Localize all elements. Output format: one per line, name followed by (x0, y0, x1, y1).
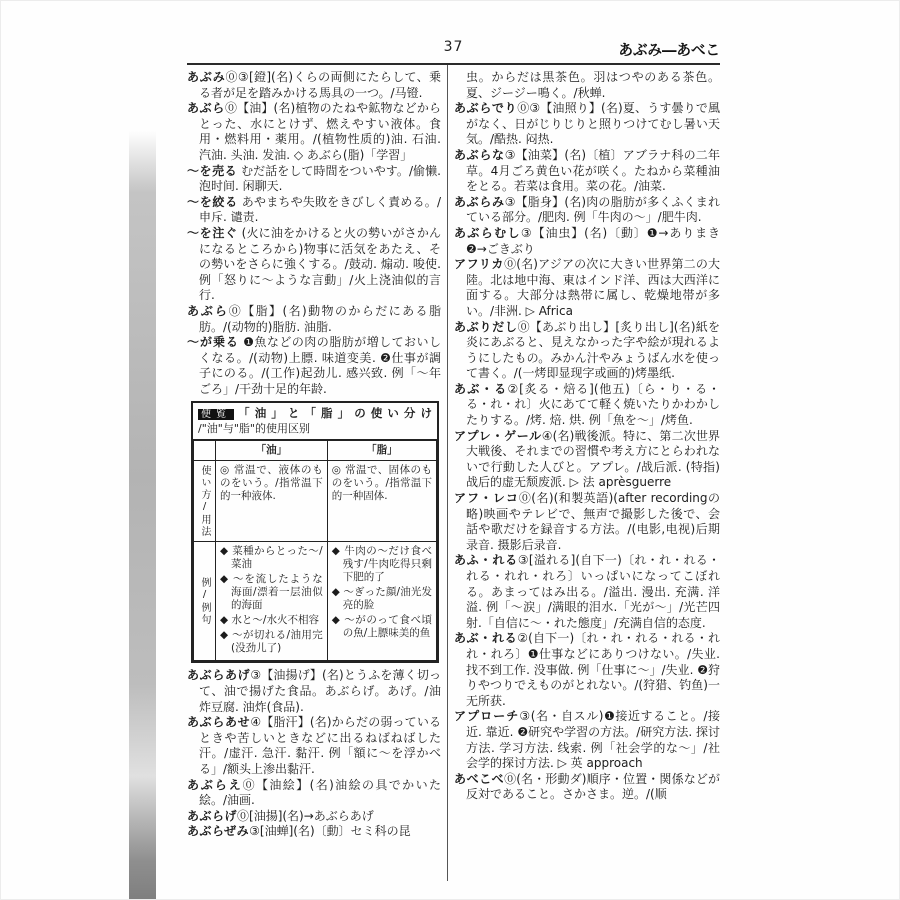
example-item: ◆ 水と〜/水火不相容 (220, 614, 319, 627)
entry-aburaase (187, 715, 441, 777)
entry-body: ⓪③[鐙](名)くらの両側にたらして、乗る者が足を踏みかける馬具の一つ。/马镫. (199, 70, 441, 100)
entry-body: ④【脂汗】(名)からだの弱っているときや苦しいときなどに出るねばねばした汗。/虚汗. 急汗. 黏汗. 例「額に〜を浮かべる」/额头上渗出黏汗. (199, 715, 441, 777)
entry-aburazemi-continuation: 虫。からだは黒茶色。羽はつやのある茶色。夏、ジージー鳴く。/秋蝉. (466, 70, 720, 100)
headword: あぶらでり (454, 101, 518, 116)
subentry-abura-wo-uru (187, 164, 441, 195)
entry-body: ❶魚などの肉の脂肪が増しておいしくなる。/(动物)上膘. 味道变美. ❷仕事が調子にのる。/(工作)起劲儿. 感兴致. 例「〜年ごろ」/干劲十足的年龄. (199, 335, 441, 396)
entry-body: ⓪【油絵】(名)油絵の具でかいた絵。/油画. (199, 777, 441, 808)
headword: 〜を絞る (187, 194, 238, 209)
entry-abumi (187, 70, 441, 101)
headword: あぶら (187, 303, 229, 318)
guide-word: あぶみ―あべこ (618, 43, 720, 59)
entry-body: ⓪(名・形動ダ)順序・位置・関係などが反対であること。さかさま。逆。/(顺 (466, 771, 720, 802)
headword: あぶ・る (454, 381, 508, 396)
column-header-oil: 「油」 (216, 441, 328, 461)
right-column (454, 70, 720, 803)
entry-abura-oil (187, 101, 441, 163)
corner-cell (194, 441, 216, 461)
usage-table-header-row (194, 441, 437, 461)
entry-aburamushi (454, 226, 720, 257)
entry-body: ③【油虫】(名)〔動〕❶→ありまき ❷→ごきぶり (466, 225, 720, 256)
entry-body: ⓪(名)(和製英語)(after recordingの略)映画やテレビで、無声で撮影した後で、会話や歌だけを録音する方法。/(电影,电视)后期录音. 摄影后录音. (466, 491, 720, 552)
subentry-abura-wo-sosogu (187, 226, 441, 304)
headword: あぶみ (187, 70, 226, 84)
entry-body: あやまちや失敗をきびしく責める。/申斥. 谴责. (199, 194, 441, 225)
headword: あぶらむし (454, 225, 521, 240)
headword: あぶらえ (187, 777, 243, 792)
entry-aburaderi (454, 101, 720, 148)
entry-body: ⓪[油揚](名)→あぶらあげ (237, 808, 374, 823)
example-item: ◆ 牛肉の〜だけ食べ残す/牛肉吃得只剩下肥的了 (331, 545, 432, 584)
left-column (187, 70, 441, 840)
entry-abura-fat (187, 304, 441, 335)
headword: あぶら (187, 101, 225, 116)
headword: 〜が乗る (187, 335, 239, 350)
headword: あぶらな (454, 147, 505, 162)
headword: アフ・レコ (454, 491, 519, 506)
headword: あぶりだし (454, 319, 518, 334)
entry-body: ③【脂身】(名)肉の脂肪が多くふくまれている部分。/肥肉. 例「牛肉の〜」/肥牛肉. (466, 194, 720, 225)
entry-abekobe (454, 772, 720, 803)
entry-body: むだ話をして時間をついやす。/偷懒. 泡时间. 闲聊天. (199, 163, 441, 194)
column-divider (447, 65, 448, 881)
row-label-example: 例/例句 (194, 542, 216, 661)
headword: アプレ・ゲール (454, 428, 542, 443)
example-fat-cell (327, 542, 436, 661)
usage-table (193, 440, 437, 661)
entry-body: ⓪【油】(名)植物のたねや鉱物などからとった、水にとけず、燃えやすい液体。食用・燃料用・薬用。/(植物性质的)油. 石油. 汽油. 头油. 发油. ◇ あぶら(脂)「学習」 (199, 101, 441, 162)
example-item: ◆ 菜種からとった〜/菜油 (220, 545, 323, 571)
page-header (187, 39, 720, 61)
example-item: ◆ 〜が切れる/油用完(没劲儿了) (220, 629, 323, 655)
entry-afureru (454, 553, 720, 631)
benran-label: 便覧 (198, 409, 234, 420)
entry-aburana (454, 148, 720, 195)
entry-body: ③【油揚げ】(名)とうふを薄く切って、油で揚げた食品。あぶらげ。あげ。/油炸豆腐. 油炸(食品). (199, 668, 441, 714)
entry-body: ⓪【脂】(名)動物のからだにある脂肪。/(动物的)脂肪. 油脂. (199, 303, 441, 334)
example-item: ◆ 〜ぎった顔/油光发亮的脸 (331, 586, 432, 612)
entry-aburae (187, 778, 441, 809)
headword: あぶらぜみ (187, 824, 250, 839)
headword: あぶらあげ (187, 668, 251, 683)
entry-body: ②(自下一)〔れ・れ・れる・れる・れれ・れろ〕❶仕事などにありつけない。/失业. 找不到工作. 没事做. 例「仕事に〜」/失业. ❷狩りやつりでえものがとれない。/(狩猎、钓鱼)一无所获. (466, 631, 720, 708)
book-edge-shadow (129, 131, 156, 899)
entry-aburidashi (454, 320, 720, 382)
entry-body: ④(名)戦後派。特に、第二次世界大戦後、それまでの習慣や考え方にとらわれないで行動した人びと。アプレ。/战后派. (特指)战后的虚无颓废派. ▷ 法 aprèsguerre (466, 428, 720, 490)
headword: 〜を注ぐ (187, 225, 238, 240)
row-label-usage: 使い方/用法 (194, 461, 216, 542)
entry-body: ③【油菜】(名)〔植〕アブラナ科の二年草。4月ごろ黄色い花が咲く。たねから菜種油をとる。若菜は食用。菜の花。/油菜. (466, 147, 720, 194)
entry-body: ③[溢れる](自下一)〔れ・れ・れる・れる・れれ・れろ〕いっぱいになってこぼれる。あまってはみ出る。/溢出. 漫出. 充满. 洋溢. 例「〜涙」/满眼的泪水.「光が〜」/光芒四射.「自信に〜・れた態度」/充满自信的态度. (466, 553, 720, 630)
entry-aburazemi (187, 824, 441, 840)
entry-apure-geeru (454, 429, 720, 491)
headword: あぶらみ (454, 194, 505, 209)
page-number: 37 (443, 39, 464, 55)
headword: あふ・れる (454, 553, 518, 568)
headword: あべこべ (454, 771, 505, 786)
entry-body: ③(名・自スル)❶接近すること。/接近. 靠近. ❷研究や学習の方法。/研究方法. 探讨方法. 学习方法. 线索. 例「社会学的な〜」/社会学的探讨方法. ▷ 英 approach (466, 709, 720, 771)
example-row (194, 542, 437, 661)
entry-aburaage (187, 668, 441, 715)
usage-oil-cell: ◎ 常温で、液体のものをいう。/指常温下的一种液体. (216, 461, 328, 542)
entry-afu-reko (454, 491, 720, 553)
entry-body: ⓪(名)アジアの次に大きい世界第二の大陸。北は地中海、東はインド洋、西は大西洋に面する。大部分は熱帯に属し、乾燥地帯が多い。/非洲. ▷ Africa (466, 257, 720, 318)
example-oil-cell (216, 542, 328, 661)
entry-body: ③[油蝉](名)〔動〕セミ科の昆 (249, 824, 411, 839)
entry-aburami (454, 195, 720, 226)
entry-body: (火に油をかけると火の勢いがさかんになるところから)物事に活気をあたえ、その勢いをさらに強くする。/鼓动. 煽动. 唆使. 例「怒りに〜ような言動」/火上浇油似的言行. (199, 225, 441, 303)
usage-note-title: 「油」と「脂」の使い分け (238, 406, 433, 421)
header-rule (187, 63, 720, 65)
example-item: ◆ 〜を流したような海面/漂着一层油似的海面 (220, 573, 323, 612)
entry-abureru (454, 631, 720, 709)
subentry-abura-ga-noru (187, 335, 441, 397)
usage-note-title-cn: /"油"与"脂"的使用区别 (198, 422, 310, 436)
entry-apuroochi (454, 709, 720, 771)
entry-body: ②[炙る・焙る](他五)〔ら・り・る・る・れ・れ〕火にあてて軽く焼いたりかわかしたりする。/烤. 焙. 烘. 例「魚を〜」/烤鱼. (466, 381, 720, 428)
column-header-fat: 「脂」 (327, 441, 436, 461)
example-item: ◆ 〜がのって食べ頃の魚/上膘味美的鱼 (331, 614, 432, 640)
headword: あぶ・れる (454, 631, 518, 646)
headword: アフリカ (454, 257, 505, 272)
headword: あぶらげ (187, 808, 238, 823)
usage-note-box (191, 401, 439, 663)
entry-afurika (454, 257, 720, 319)
headword: アプローチ (454, 709, 520, 724)
entry-body: ⓪【あぶり出し】[炙り出し](名)紙を炎にあぶると、見えなかった字や絵が現れるようにしたもの。みかん汁やみょうばん水を使って書く。/(一烤即显现字或画的)烤墨纸. (466, 319, 720, 381)
subentry-abura-wo-shiboru (187, 195, 441, 226)
headword: あぶらあせ (187, 715, 251, 730)
entry-body: ⓪③【油照り】(名)夏、うす曇りで風がなく、日がじりじりと照りつけてむし暑い天気。/酷热. 闷热. (466, 101, 721, 147)
headword: 〜を売る (187, 163, 238, 178)
usage-row (194, 461, 437, 542)
entry-aburage (187, 809, 441, 825)
entry-aburu (454, 382, 720, 429)
usage-note-caption (193, 403, 437, 440)
usage-fat-cell: ◎ 常温で、固体のものをいう。/指常温下的一种固体. (327, 461, 436, 542)
